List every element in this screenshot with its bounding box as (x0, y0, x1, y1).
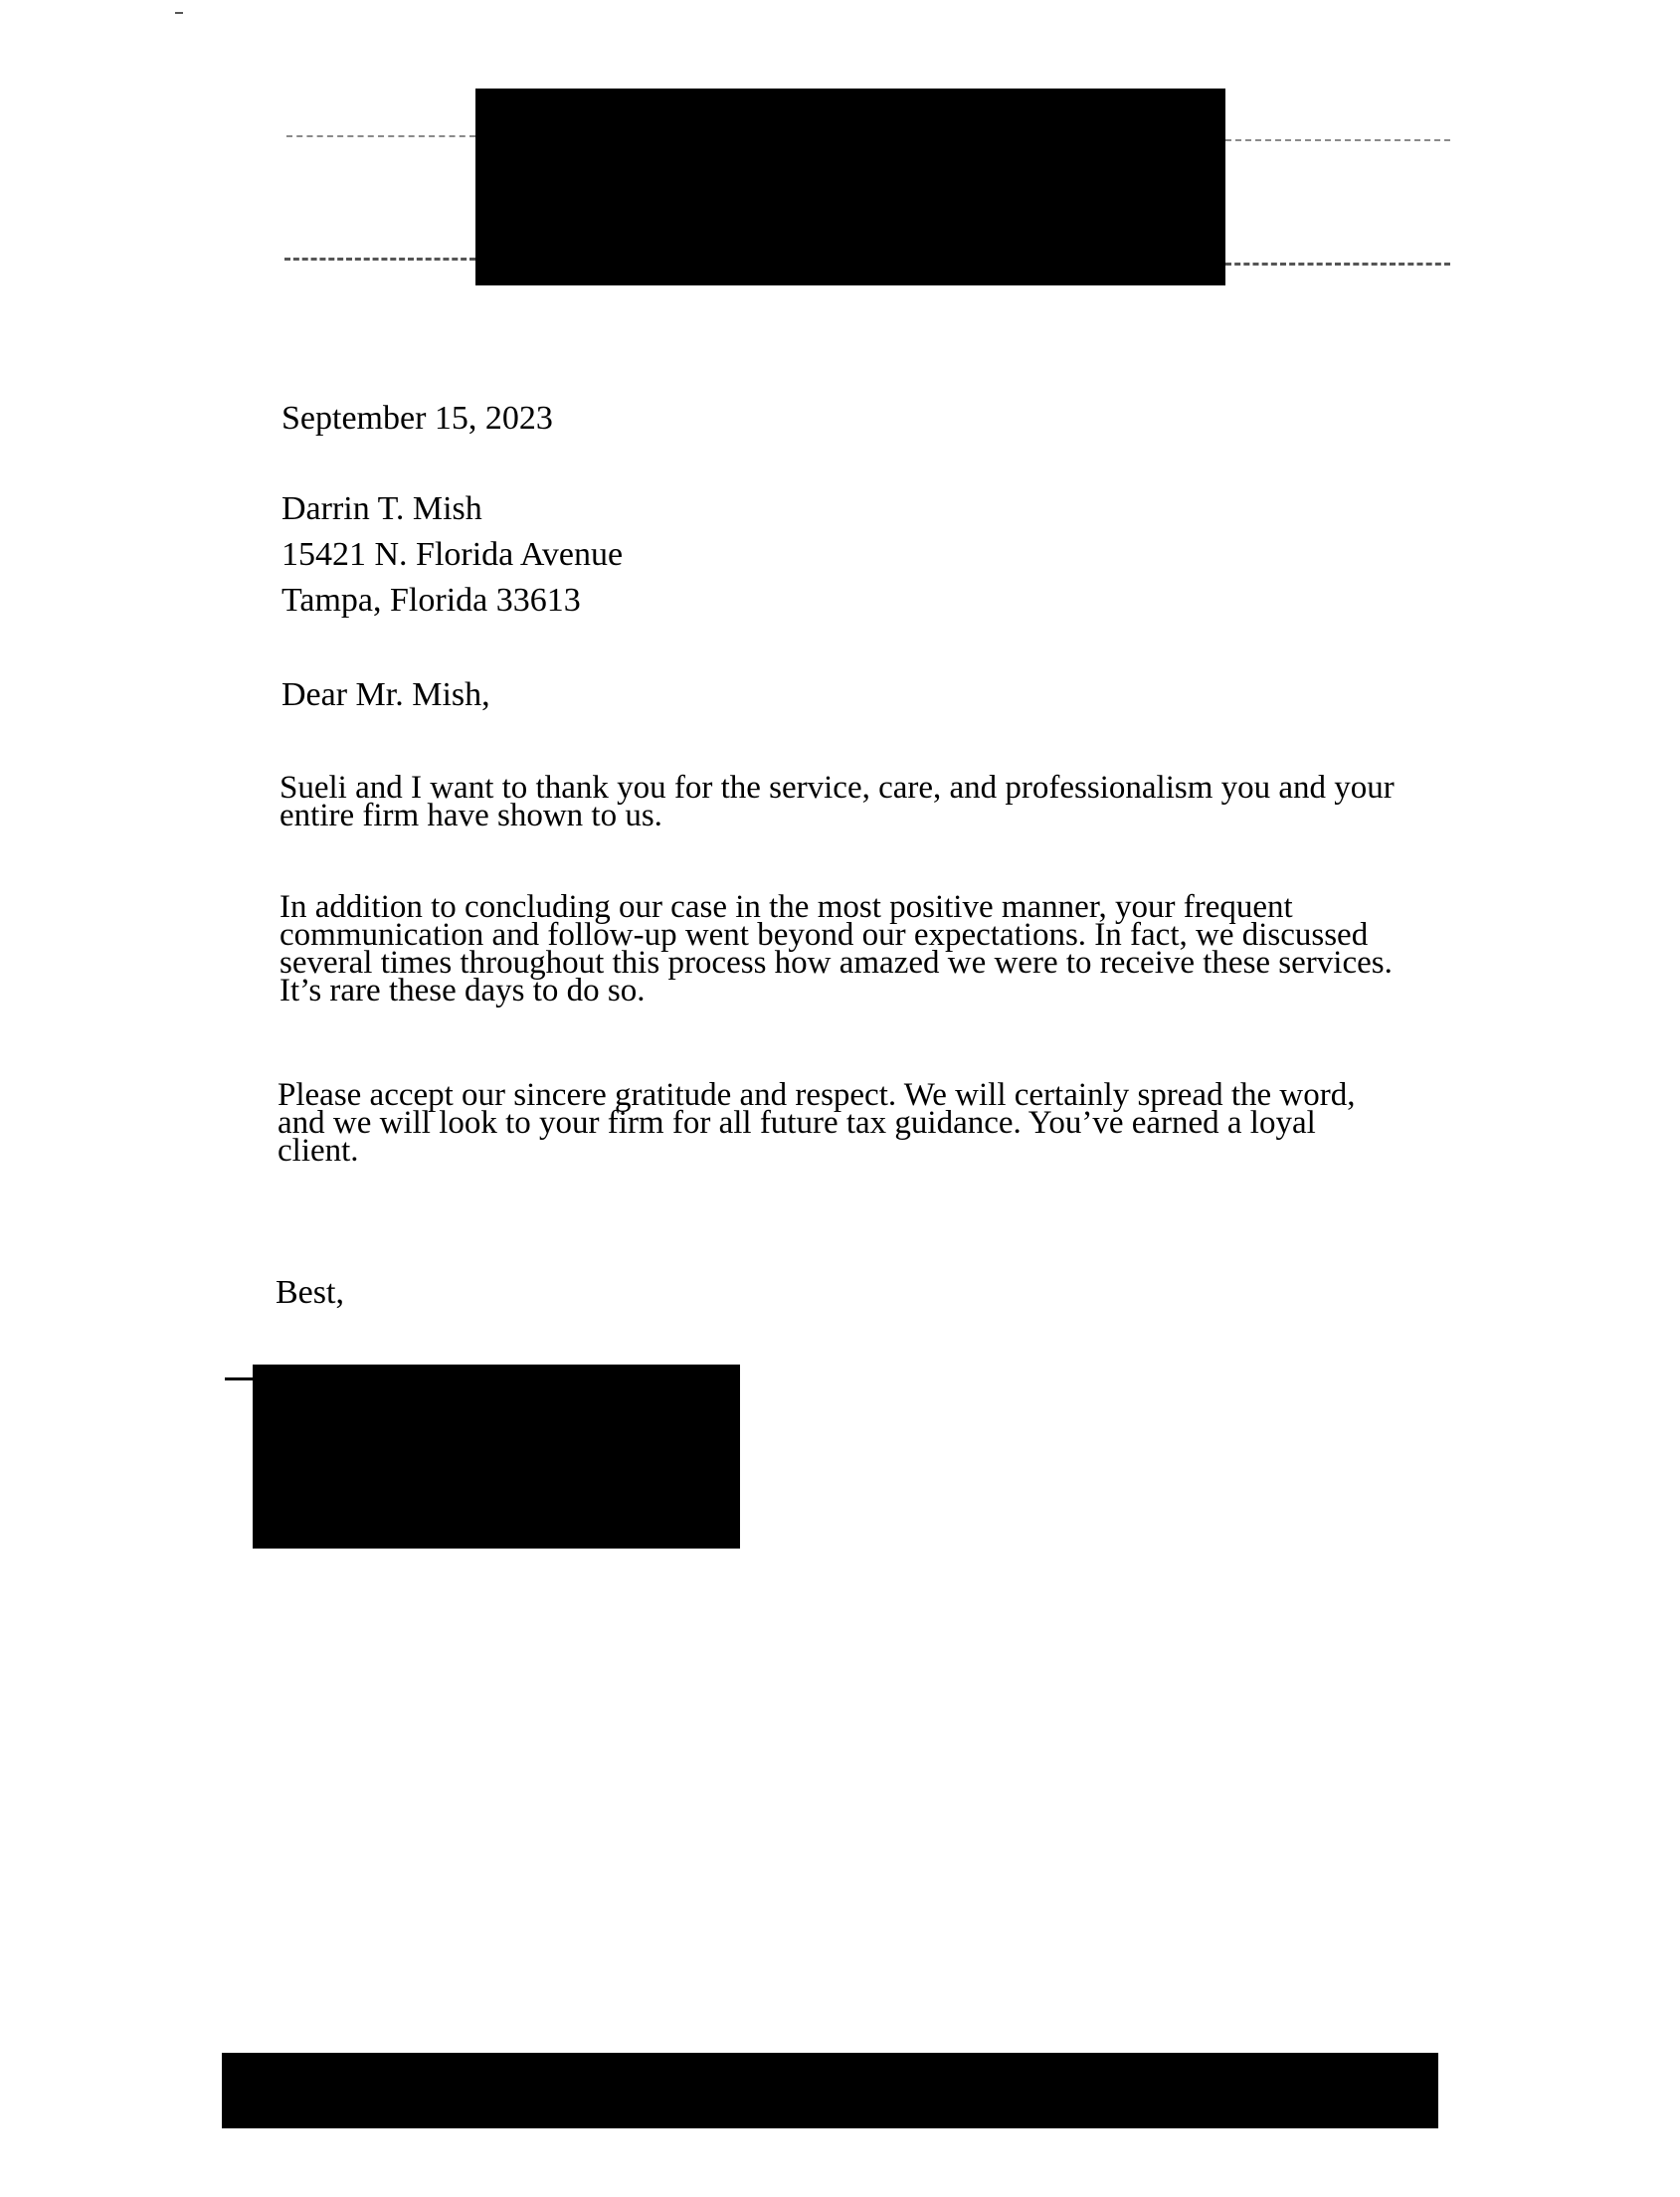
salutation: Dear Mr. Mish, (281, 676, 490, 713)
paragraph-line: and we will look to your firm for all future tax guidance. You’ve earned a loyal (278, 1105, 1316, 1141)
body-paragraph-3 (278, 1077, 1356, 1169)
recipient-city-state-zip: Tampa, Florida 33613 (281, 582, 581, 619)
paragraph-line: It’s rare these days to do so. (280, 973, 646, 1008)
signature-stroke (225, 1377, 255, 1380)
body-paragraph-1 (280, 770, 1395, 833)
signature-redaction (253, 1365, 740, 1549)
paragraph-line: entire firm have shown to us. (280, 798, 662, 833)
recipient-name: Darrin T. Mish (281, 490, 482, 527)
letterhead-rule-top-left (286, 135, 475, 137)
paragraph-line: communication and follow-up went beyond our expectations. In fact, we discussed (280, 917, 1369, 953)
letterhead-rule-bottom-right (1225, 263, 1450, 266)
recipient-street: 15421 N. Florida Avenue (281, 536, 624, 573)
letter-date: September 15, 2023 (281, 400, 553, 437)
paragraph-line: client. (278, 1133, 359, 1169)
footer-redaction (222, 2053, 1438, 2128)
paragraph-line: several times throughout this process how amazed we were to receive these services. (280, 945, 1393, 981)
body-paragraph-2 (280, 889, 1393, 1008)
letterhead-redaction (475, 89, 1225, 285)
closing: Best, (276, 1274, 344, 1311)
scan-speck (175, 12, 183, 14)
letterhead-rule-top-right (1225, 139, 1450, 141)
letterhead-rule-bottom-left (284, 258, 475, 261)
paragraph-line: Sueli and I want to thank you for the service, care, and professionalism you and your (280, 770, 1395, 806)
paragraph-line: In addition to concluding our case in the most positive manner, your frequent (280, 889, 1293, 925)
paragraph-line: Please accept our sincere gratitude and respect. We will certainly spread the word, (278, 1077, 1356, 1113)
